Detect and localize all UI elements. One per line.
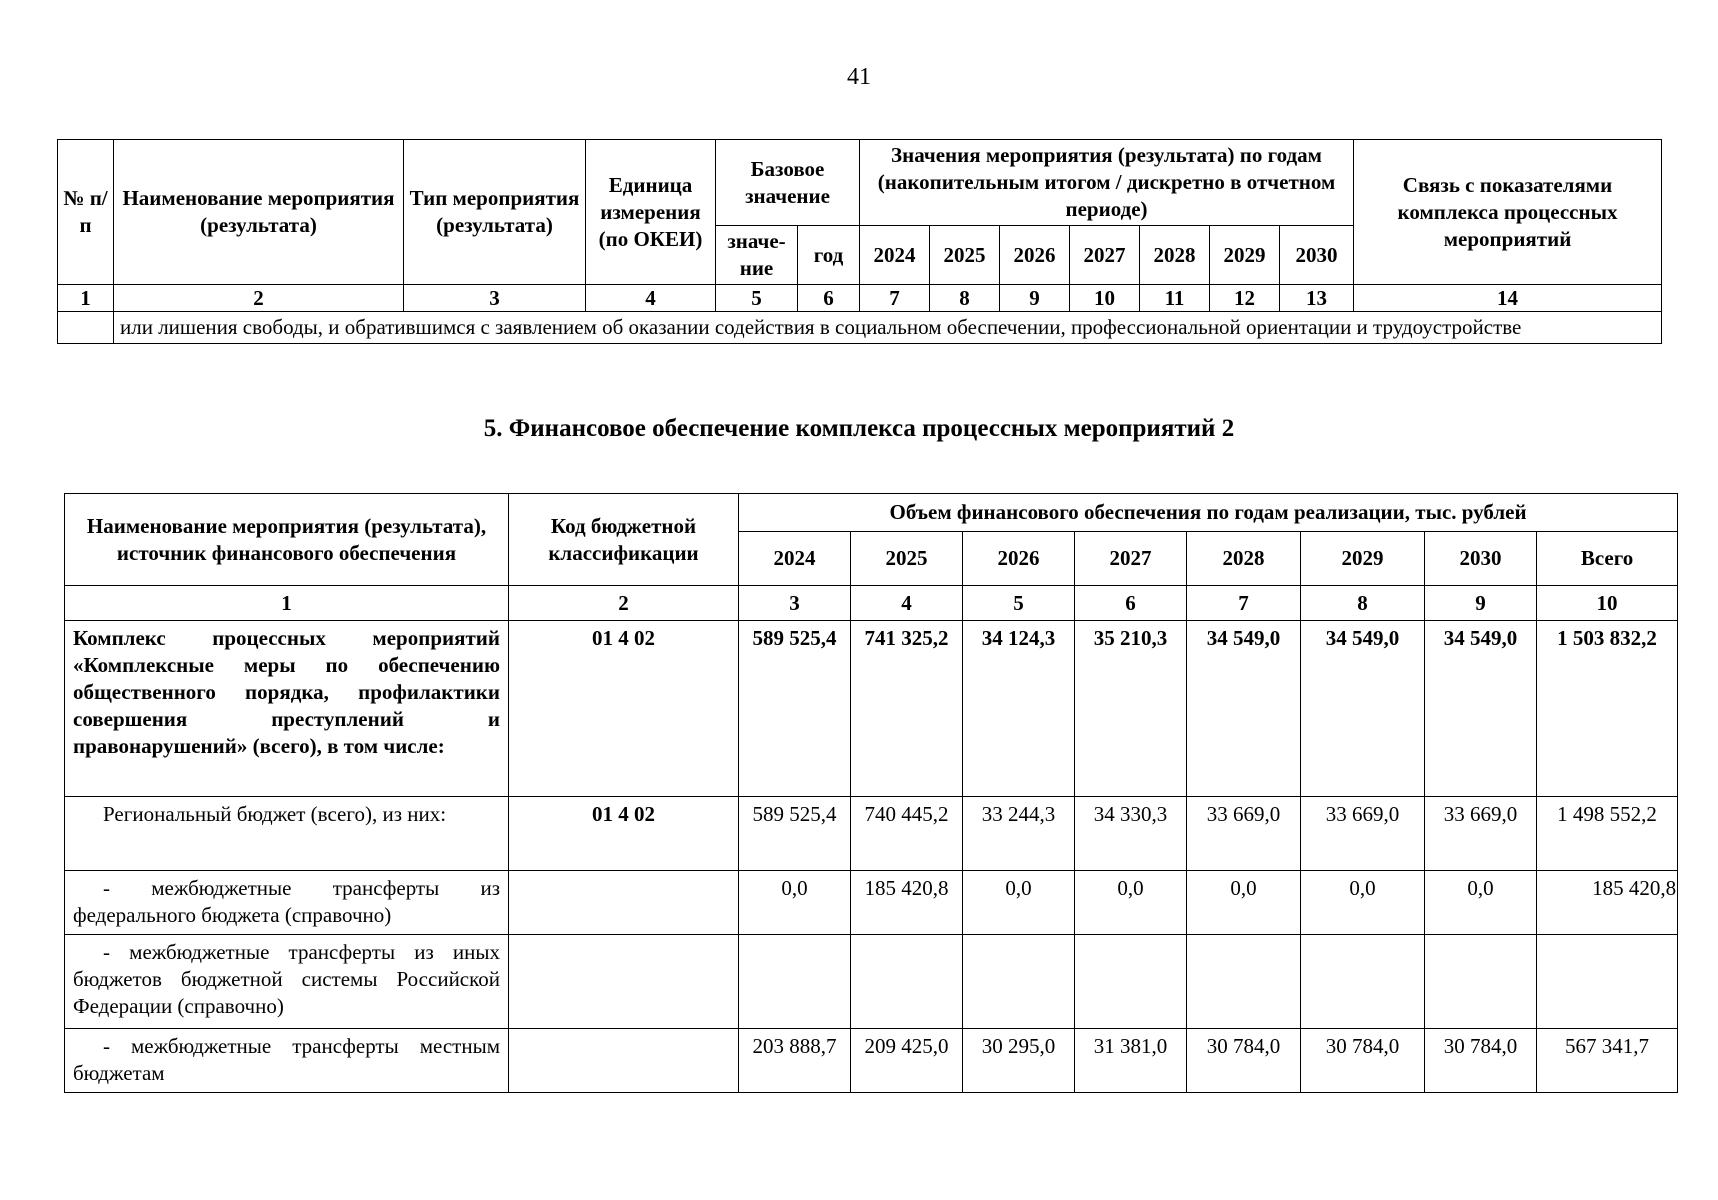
column-number: 12 xyxy=(1210,285,1280,312)
column-number: 3 xyxy=(404,285,586,312)
row-code xyxy=(509,1029,739,1093)
row-name: - межбюджетные трансферты из иных бюджетов бюджетной системы Российской Федерации (справочно) xyxy=(65,935,509,1029)
row-value: 30 295,0 xyxy=(963,1029,1075,1093)
row-name: - межбюджетные трансферты местным бюджетам xyxy=(65,1029,509,1093)
row-value xyxy=(851,935,963,1029)
header-unit: Единица измерения (по ОКЕИ) xyxy=(586,140,716,285)
header-event-name: Наименование мероприятия (результата) xyxy=(114,140,404,285)
table-row xyxy=(65,621,1678,797)
row-value xyxy=(739,935,851,1029)
header-values-by-year: Значения мероприятия (результата) по годам (накопительным итогом / дискретно в отчетном периоде) xyxy=(860,140,1354,226)
header-link: Связь с показателями комплекса процессных мероприятий xyxy=(1354,140,1662,285)
table-row xyxy=(65,871,1678,935)
row-value: 33 669,0 xyxy=(1425,797,1537,871)
row-value: 203 888,7 xyxy=(739,1029,851,1093)
row-code: 01 4 02 xyxy=(509,621,739,797)
header-num: № п/п xyxy=(58,140,114,285)
column-number: 7 xyxy=(860,285,930,312)
row-value: 34 549,0 xyxy=(1425,621,1537,797)
row-value: 30 784,0 xyxy=(1301,1029,1425,1093)
column-number: 6 xyxy=(798,285,860,312)
column-number: 5 xyxy=(963,586,1075,621)
row-value: 589 525,4 xyxy=(739,797,851,871)
column-number: 6 xyxy=(1075,586,1187,621)
row-value: 0,0 xyxy=(739,871,851,935)
column-number: 9 xyxy=(1000,285,1070,312)
column-number: 1 xyxy=(58,285,114,312)
header-volume: Объем финансового обеспечения по годам реализации, тыс. рублей xyxy=(739,494,1678,532)
row-value: 34 549,0 xyxy=(1301,621,1425,797)
row-value: 185 420,8 xyxy=(851,871,963,935)
header-total: Всего xyxy=(1537,532,1678,586)
row-value xyxy=(963,935,1075,1029)
row-value: 209 425,0 xyxy=(851,1029,963,1093)
row-value: 1 498 552,2 xyxy=(1537,797,1678,871)
column-number: 8 xyxy=(1301,586,1425,621)
column-number: 13 xyxy=(1280,285,1354,312)
row-value: 0,0 xyxy=(1301,871,1425,935)
row-value xyxy=(1187,935,1301,1029)
row-value: 33 244,3 xyxy=(963,797,1075,871)
table-row xyxy=(65,797,1678,871)
column-number: 8 xyxy=(930,285,1000,312)
financing-table xyxy=(64,493,1678,1093)
row-value: 31 381,0 xyxy=(1075,1029,1187,1093)
continuation-text: или лишения свободы, и обратившимся с заявлением об оказании содействия в социальном обеспечении, профессиональной ориентации и трудоустройстве xyxy=(114,312,1662,344)
row-value: 34 549,0 xyxy=(1187,621,1301,797)
empty-cell xyxy=(58,312,114,344)
row-value: 0,0 xyxy=(1425,871,1537,935)
row-value: 34 330,3 xyxy=(1075,797,1187,871)
continuation-row xyxy=(58,312,1662,344)
row-value: 30 784,0 xyxy=(1425,1029,1537,1093)
header-year: 2028 xyxy=(1187,532,1301,586)
row-value: 0,0 xyxy=(1187,871,1301,935)
header-year: 2029 xyxy=(1301,532,1425,586)
row-code xyxy=(509,871,739,935)
row-value xyxy=(1425,935,1537,1029)
indicators-table xyxy=(57,139,1662,344)
column-number-row xyxy=(65,586,1678,621)
row-value: 741 325,2 xyxy=(851,621,963,797)
row-value: 567 341,7 xyxy=(1537,1029,1678,1093)
header-year: 2027 xyxy=(1070,226,1140,285)
column-number: 14 xyxy=(1354,285,1662,312)
column-number: 2 xyxy=(509,586,739,621)
row-value xyxy=(1075,935,1187,1029)
row-name: Региональный бюджет (всего), из них: xyxy=(65,797,509,871)
header-base-value-sub: значе-ние xyxy=(716,226,798,285)
row-value xyxy=(1301,935,1425,1029)
column-number: 11 xyxy=(1140,285,1210,312)
header-event-type: Тип мероприятия (результата) xyxy=(404,140,586,285)
column-number-row xyxy=(58,285,1662,312)
row-value xyxy=(1537,935,1678,1029)
table-row xyxy=(65,1029,1678,1093)
row-value: 35 210,3 xyxy=(1075,621,1187,797)
column-number: 7 xyxy=(1187,586,1301,621)
column-number: 5 xyxy=(716,285,798,312)
header-budget-code: Код бюджетной классификации xyxy=(509,494,739,586)
column-number: 10 xyxy=(1070,285,1140,312)
header-year: 2028 xyxy=(1140,226,1210,285)
column-number: 10 xyxy=(1537,586,1678,621)
header-year: 2027 xyxy=(1075,532,1187,586)
row-value: 740 445,2 xyxy=(851,797,963,871)
header-base-value: Базовое значение xyxy=(716,140,860,226)
page-number: 41 xyxy=(847,64,871,90)
row-value: 589 525,4 xyxy=(739,621,851,797)
row-value: 33 669,0 xyxy=(1301,797,1425,871)
column-number: 9 xyxy=(1425,586,1537,621)
column-number: 4 xyxy=(586,285,716,312)
header-year: 2030 xyxy=(1280,226,1354,285)
column-number: 2 xyxy=(114,285,404,312)
row-value: 30 784,0 xyxy=(1187,1029,1301,1093)
row-name: Комплекс процессных мероприятий «Комплексные меры по обеспечению общественного порядка, профилактики совершения преступлений и правонарушений» (всего), в том числе: xyxy=(65,621,509,797)
header-year: 2029 xyxy=(1210,226,1280,285)
row-name: - межбюджетные трансферты из федерального бюджета (справочно) xyxy=(65,871,509,935)
header-year: 2026 xyxy=(1000,226,1070,285)
row-value: 1 503 832,2 xyxy=(1537,621,1678,797)
section-title: 5. Финансовое обеспечение комплекса процессных мероприятий 2 xyxy=(483,415,1235,442)
header-year: 2025 xyxy=(851,532,963,586)
header-year: 2030 xyxy=(1425,532,1537,586)
header-year: 2024 xyxy=(860,226,930,285)
row-value: 0,0 xyxy=(963,871,1075,935)
column-number: 1 xyxy=(65,586,509,621)
column-number: 3 xyxy=(739,586,851,621)
header-year: 2025 xyxy=(930,226,1000,285)
row-value: 34 124,3 xyxy=(963,621,1075,797)
row-value: 0,0 xyxy=(1075,871,1187,935)
row-code: 01 4 02 xyxy=(509,797,739,871)
table-row xyxy=(65,935,1678,1029)
header-base-year: год xyxy=(798,226,860,285)
row-code xyxy=(509,935,739,1029)
row-value: 33 669,0 xyxy=(1187,797,1301,871)
row-value: 185 420,8 xyxy=(1537,871,1678,935)
column-number: 4 xyxy=(851,586,963,621)
header-event-source: Наименование мероприятия (результата), источник финансового обеспечения xyxy=(65,494,509,586)
header-year: 2024 xyxy=(739,532,851,586)
header-year: 2026 xyxy=(963,532,1075,586)
